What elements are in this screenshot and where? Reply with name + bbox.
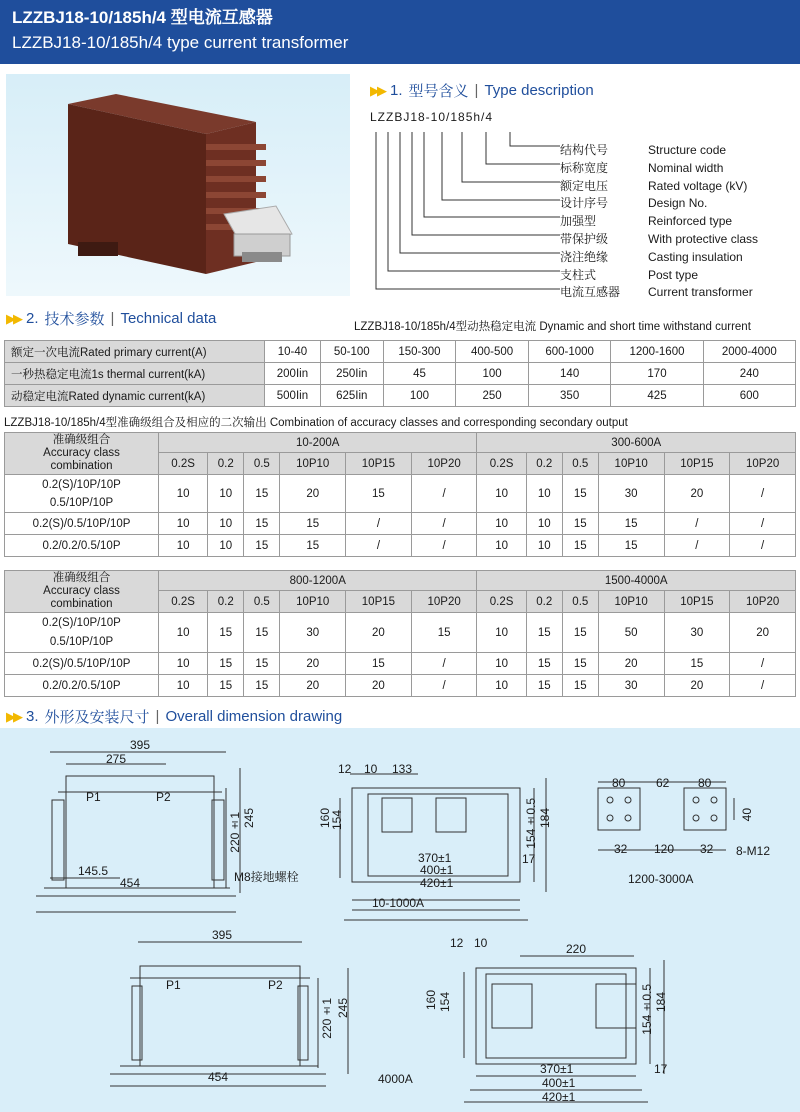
legend-row: 标称宽度 Nominal width bbox=[560, 160, 724, 175]
table-row: 0.2/0.2/0.5/10P 10 10 15 15 / / 10 10 15 15 / / bbox=[5, 535, 796, 557]
double-arrow-icon: ▶▶ bbox=[6, 708, 20, 724]
table-row: 0.2S 0.2 0.5 10P10 10P15 10P20 0.2S 0.2 0.5 10P10 10P15 10P20 bbox=[5, 453, 796, 475]
double-arrow-icon: ▶▶ bbox=[6, 310, 20, 326]
acc-caption: LZZBJ18-10/185h/4型准确级组合及相应的二次输出 Combination of accuracy classes and corresponding secondary output bbox=[4, 417, 628, 429]
table-row: 一秒热稳定电流1s thermal current(kA) 200Iin 250Iin 45 100 140 170 240 bbox=[5, 363, 796, 385]
double-arrow-icon: ▶▶ bbox=[370, 82, 384, 98]
page-header bbox=[0, 0, 800, 64]
type-legend bbox=[560, 142, 758, 302]
table-row: 0.2(S)/10P/10P 0.5/10P/10P 10 10 15 20 15 / 10 10 15 30 20 / bbox=[5, 475, 796, 513]
table-row: 额定一次电流Rated primary current(A) 10-40 50-100 150-300 400-500 600-1000 1200-1600 2000-4000 bbox=[5, 341, 796, 363]
accuracy-table-2 bbox=[4, 570, 796, 697]
section3-title: ▶▶ 3. 外形及安装尺寸 | Overall dimension drawing bbox=[6, 708, 343, 726]
table-row: 准确级组合 Accuracy class combination 10-200A 300-600A bbox=[5, 433, 796, 453]
transformer-image bbox=[6, 74, 350, 296]
legend-row: 设计序号 Design No. bbox=[560, 196, 708, 211]
table-row: 动稳定电流Rated dynamic current(kA) 500Iin 625Iin 100 250 350 425 600 bbox=[5, 385, 796, 407]
table-row: 0.2/0.2/0.5/10P 10 15 15 20 20 / 10 15 15 30 20 / bbox=[5, 675, 796, 697]
section2-title: ▶▶ 2. 技术参数 | Technical data bbox=[6, 310, 217, 328]
dyn-caption: LZZBJ18-10/185h/4型动热稳定电流 Dynamic and short time withstand current bbox=[354, 321, 751, 333]
drawing-lines bbox=[0, 728, 800, 1112]
table-row: 0.2(S)/10P/10P 0.5/10P/10P 10 15 15 30 20 15 10 15 15 50 30 20 bbox=[5, 613, 796, 653]
product-photo bbox=[6, 74, 350, 296]
legend-row: 结构代号 Structure code bbox=[560, 143, 727, 157]
table-row: 准确级组合 Accuracy class combination 800-1200A 1500-4000A bbox=[5, 571, 796, 591]
accuracy-table-1 bbox=[4, 432, 796, 557]
dimension-drawings: 395 275 P1 P2 220±1 245 145.5 454 M8接地螺栓 12 10 133 160 154 154±0.5 184 370±1 400±1 420±1 17 10-1000A 80 62 80 40 32 120 32 8-M12 1200-3000A 395 P1 P2 220±1 245 454 4000A 12 10 220 160 154 154±0.5 184 370±1 400±1 420±1 17 bbox=[0, 728, 800, 1112]
table-row: 0.2(S)/0.5/10P/10P 10 10 15 15 / / 10 10 15 15 / / bbox=[5, 513, 796, 535]
legend-row: 支柱式 Post type bbox=[560, 267, 699, 282]
legend-row: 额定电压 Rated voltage (kV) bbox=[560, 178, 748, 193]
table-row: 0.2(S)/0.5/10P/10P 10 15 15 20 15 / 10 15 15 20 15 / bbox=[5, 653, 796, 675]
legend-row: 加强型 Reinforced type bbox=[560, 214, 733, 229]
dynamic-current-table bbox=[4, 340, 796, 407]
type-code-tree bbox=[370, 124, 560, 304]
title-cn: LZZBJ18-10/185h/4 型电流互感器 bbox=[12, 8, 273, 27]
type-code: LZZBJ18-10/185h/4 bbox=[370, 110, 494, 124]
legend-row: 浇注绝缘 Casting insulation bbox=[560, 249, 743, 264]
section1-title: ▶▶ 1. 型号含义 | Type description bbox=[370, 82, 594, 100]
legend-row: 带保护级 With protective class bbox=[560, 231, 759, 246]
legend-row: 电流互感器 Current transformer bbox=[560, 285, 753, 300]
table-row: 0.2S 0.2 0.5 10P10 10P15 10P20 0.2S 0.2 0.5 10P10 10P15 10P20 bbox=[5, 591, 796, 613]
title-en: LZZBJ18-10/185h/4 type current transformer bbox=[12, 33, 349, 52]
